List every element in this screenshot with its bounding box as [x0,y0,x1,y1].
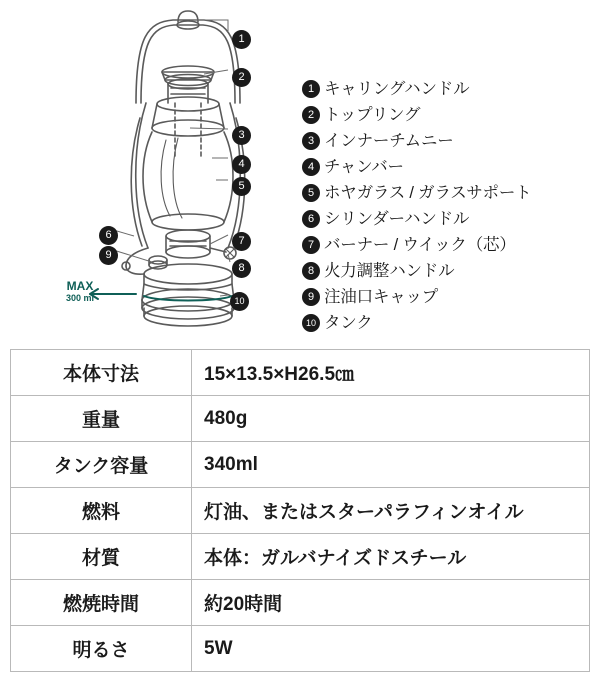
legend-number: 6 [302,210,320,228]
spec-value: 340ml [192,442,590,488]
callout-marker-9: 9 [99,246,118,265]
legend-number: 10 [302,314,320,332]
spec-key: 明るさ [11,626,192,672]
table-row [11,580,590,626]
callout-marker-2: 2 [232,68,251,87]
legend-number: 9 [302,288,320,306]
callout-marker-1: 1 [232,30,251,49]
callout-marker-8: 8 [232,259,251,278]
lantern-illustration [66,8,308,338]
max-label-main: MAX [66,279,94,293]
callout-marker-5: 5 [232,177,251,196]
legend-item [302,104,592,127]
legend-number: 2 [302,106,320,124]
legend-number: 5 [302,184,320,202]
spec-value: 灯油、またはスターパラフィンオイル [192,488,590,534]
callout-marker-10: 10 [230,292,249,311]
legend-item [302,286,592,309]
table-row [11,488,590,534]
table-row [11,442,590,488]
legend-item [302,182,592,205]
callout-marker-6: 6 [99,226,118,245]
table-row [11,534,590,580]
legend-item [302,312,592,335]
legend-label: 注油口キャップ [324,288,439,306]
spec-value: 本体：ガルバナイズドスチール [192,534,590,580]
legend-number: 1 [302,80,320,98]
parts-legend [302,78,592,338]
spec-key: タンク容量 [11,442,192,488]
legend-number: 3 [302,132,320,150]
spec-value: 5W [192,626,590,672]
legend-label: インナーチムニー [324,132,454,150]
specification-table [10,349,590,672]
legend-item [302,234,592,257]
callout-marker-4: 4 [232,155,251,174]
spec-key: 本体寸法 [11,350,192,396]
table-row [11,626,590,672]
legend-item [302,260,592,283]
legend-label: チャンバー [324,158,404,176]
spec-key: 重量 [11,396,192,442]
legend-label: ホヤガラス / ガラスサポート [324,184,532,202]
spec-key: 燃焼時間 [11,580,192,626]
spec-key: 材質 [11,534,192,580]
legend-number: 8 [302,262,320,280]
legend-label: タンク [324,314,373,332]
legend-label: シリンダーハンドル [324,210,470,228]
legend-number: 4 [302,158,320,176]
legend-number: 7 [302,236,320,254]
lantern-drawing [78,8,308,338]
legend-label: バーナー / ウイック（芯） [324,236,516,254]
table-row [11,396,590,442]
legend-label: キャリングハンドル [324,80,470,98]
legend-item [302,78,592,101]
max-label-sub: 300 ml [66,293,95,303]
max-fill-label [66,280,94,304]
spec-value: 約20時間 [192,580,590,626]
legend-label: 火力調整ハンドル [324,262,455,280]
legend-item [302,130,592,153]
legend-item [302,156,592,179]
callout-marker-3: 3 [232,126,251,145]
callout-marker-7: 7 [232,232,251,251]
spec-key: 燃料 [11,488,192,534]
legend-label: トップリング [324,106,421,124]
table-row [11,350,590,396]
legend-item [302,208,592,231]
spec-value: 15×13.5×H26.5㎝ [192,350,590,396]
spec-value: 480g [192,396,590,442]
